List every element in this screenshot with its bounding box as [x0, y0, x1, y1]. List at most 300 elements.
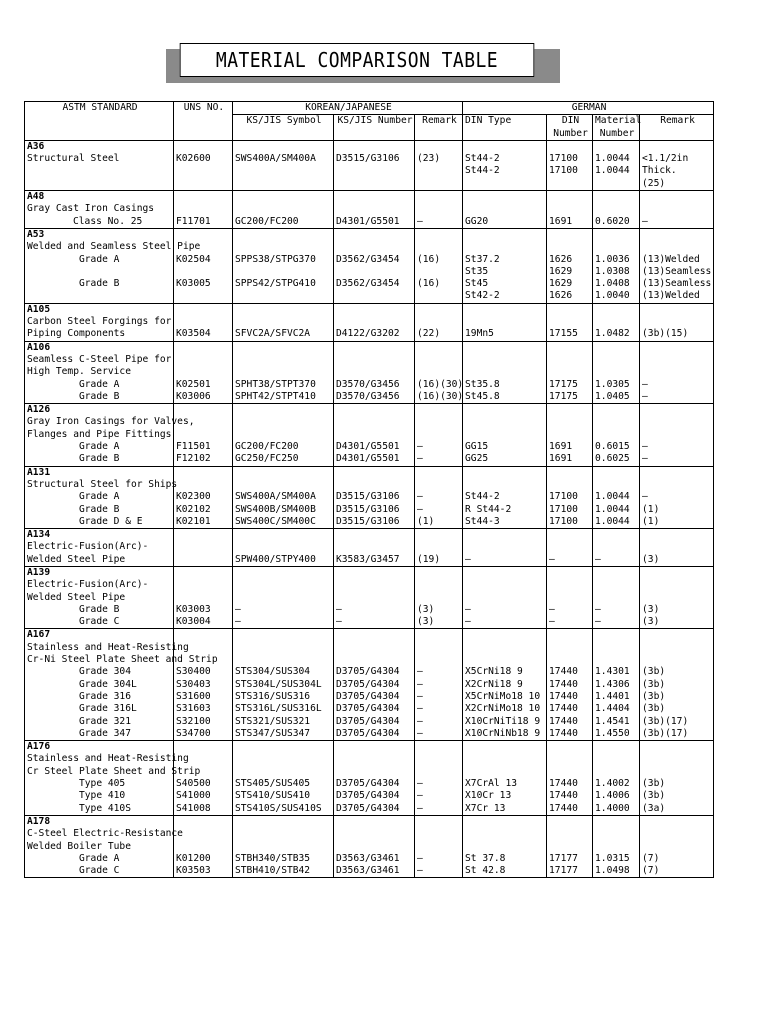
grade-label [25, 290, 174, 303]
grade-label: Grade 316L [25, 703, 174, 715]
uns-cell: K02101 [174, 516, 233, 529]
grade-label: Grade B [25, 604, 174, 616]
table-row [25, 666, 714, 678]
ks-number-cell: D3515/G3106 [334, 504, 415, 516]
german-remark-cell [640, 354, 714, 366]
table-row [25, 479, 714, 491]
ks-number-cell [334, 241, 415, 253]
remark-cell [415, 566, 463, 579]
grade-label: Grade 321 [25, 716, 174, 728]
german-remark-cell: (3b) [640, 778, 714, 790]
remark-cell: – [415, 453, 463, 466]
material-number-cell: 1.0044 [593, 516, 640, 529]
din-type-cell [463, 178, 547, 191]
uns-cell: S31600 [174, 691, 233, 703]
din-type-cell: St44-2 [463, 165, 547, 177]
din-number-cell: – [547, 554, 593, 567]
standard-description: Stainless and Heat-Resisting [25, 642, 174, 654]
din-number-cell: 1629 [547, 266, 593, 278]
ks-symbol-cell: GC200/FC200 [233, 441, 334, 453]
table-row [25, 203, 714, 215]
german-remark-cell [640, 815, 714, 828]
remark-cell: – [417, 715, 423, 727]
ks-symbol-cell [233, 592, 334, 604]
uns-cell [174, 629, 233, 642]
din-type-cell [463, 479, 547, 491]
remark-cell [415, 541, 463, 553]
ks-symbol-cell [233, 203, 334, 215]
table-row [25, 778, 714, 790]
material-number-cell: 1.4306 [593, 679, 640, 691]
table-row [25, 254, 714, 266]
din-number-cell [547, 354, 593, 366]
table-row [25, 853, 714, 865]
din-type-cell [463, 466, 547, 479]
astm-standard: A126 [25, 404, 174, 417]
ks-number-cell: K3583/G3457 [334, 554, 415, 567]
ks-number-cell [334, 629, 415, 642]
german-remark-cell [640, 579, 714, 591]
grade-label [25, 266, 174, 278]
uns-cell: K03504 [174, 328, 233, 341]
uns-cell [174, 554, 233, 567]
remark-cell [415, 341, 463, 354]
ks-symbol-cell: SWS400B/SM400B [233, 504, 334, 516]
material-number-cell [593, 429, 640, 441]
remark-cell: – [417, 852, 423, 864]
grade-label: Type 410S [25, 803, 174, 816]
remark-cell [415, 592, 463, 604]
astm-standard: A53 [25, 228, 174, 241]
din-type-cell: St37.2 [463, 254, 547, 266]
din-number-cell: – [547, 616, 593, 629]
remark-cell [415, 766, 463, 778]
astm-standard: A134 [25, 529, 174, 542]
table-row [25, 178, 714, 191]
remark-cell [415, 290, 463, 303]
din-number-cell [547, 815, 593, 828]
ks-symbol-cell [233, 303, 334, 316]
din-number-cell [547, 841, 593, 853]
german-remark-cell [640, 303, 714, 316]
uns-cell: K02300 [174, 491, 233, 503]
uns-cell [174, 178, 233, 191]
ks-number-cell: D3563/G3461 [334, 865, 415, 878]
table-row [25, 404, 714, 417]
grade-label: Grade 347 [25, 728, 174, 741]
uns-cell: K01200 [174, 853, 233, 865]
din-number-cell [547, 191, 593, 204]
ks-number-cell [334, 341, 415, 354]
material-number-cell: 1.4002 [593, 778, 640, 790]
uns-cell: K03004 [174, 616, 233, 629]
uns-cell: K02600 [174, 153, 233, 165]
din-number-cell: 17440 [547, 703, 593, 715]
din-number-cell [547, 592, 593, 604]
din-type-cell [463, 841, 547, 853]
din-number-cell [547, 741, 593, 754]
uns-cell: S41000 [174, 790, 233, 802]
din-number-cell [547, 316, 593, 328]
ks-number-cell: D3515/G3106 [334, 491, 415, 503]
ks-number-cell: D3705/G4304 [334, 716, 415, 728]
din-number-cell [547, 429, 593, 441]
din-type-cell: St44-2 [463, 153, 547, 165]
material-comparison-table [24, 101, 714, 878]
standard-description: Flanges and Pipe Fittings [25, 429, 174, 441]
ks-symbol-cell [233, 140, 334, 153]
german-remark-cell: (3b)(17) [640, 728, 714, 741]
german-remark-cell [640, 629, 714, 642]
table-row [25, 753, 714, 765]
ks-number-cell [334, 529, 415, 542]
table-row [25, 604, 714, 616]
german-remark-cell: (3b)(15) [640, 328, 714, 341]
din-type-cell [463, 815, 547, 828]
din-number-cell: 17155 [547, 328, 593, 341]
ks-symbol-cell: SPHT42/STPT410 [233, 391, 334, 404]
remark-cell [415, 228, 463, 241]
german-remark-cell [640, 541, 714, 553]
german-remark-cell: (3b) [640, 691, 714, 703]
din-type-cell: St 37.8 [463, 853, 547, 865]
german-remark-cell: – [640, 379, 714, 391]
din-type-cell [463, 529, 547, 542]
ks-number-cell [334, 466, 415, 479]
uns-cell: K02501 [174, 379, 233, 391]
material-number-cell [593, 140, 640, 153]
uns-cell: K02504 [174, 254, 233, 266]
german-remark-cell [640, 366, 714, 378]
german-remark-cell: (13)Seamless [640, 278, 714, 290]
header-din-number-1: DIN [547, 115, 593, 128]
ks-number-cell [334, 753, 415, 765]
german-remark-cell [640, 741, 714, 754]
material-number-cell [593, 354, 640, 366]
german-remark-cell [640, 753, 714, 765]
ks-symbol-cell [233, 479, 334, 491]
remark-cell: (3) [417, 603, 435, 615]
ks-symbol-cell [233, 241, 334, 253]
din-type-cell: – [463, 616, 547, 629]
material-number-cell: 1.4550 [593, 728, 640, 741]
german-remark-cell [640, 592, 714, 604]
remark-cell: – [415, 216, 463, 229]
din-type-cell [463, 541, 547, 553]
din-number-cell: 1629 [547, 278, 593, 290]
ks-symbol-cell: STS410S/SUS410S [233, 803, 334, 816]
table-row [25, 616, 714, 629]
remark-cell [415, 366, 463, 378]
ks-symbol-cell: STS316/SUS316 [233, 691, 334, 703]
table-row [25, 516, 714, 529]
din-type-cell [463, 354, 547, 366]
header-astm: ASTM STANDARD [25, 102, 174, 141]
table-row [25, 579, 714, 591]
ks-number-cell: D3705/G4304 [334, 790, 415, 802]
remark-cell [415, 354, 463, 366]
german-remark-cell [640, 228, 714, 241]
astm-standard: A176 [25, 741, 174, 754]
grade-label: Grade C [25, 616, 174, 629]
ks-symbol-cell: STBH340/STB35 [233, 853, 334, 865]
din-type-cell: GG15 [463, 441, 547, 453]
grade-label: Class No. 25 [25, 216, 174, 229]
material-number-cell [593, 479, 640, 491]
din-number-cell [547, 654, 593, 666]
material-number-cell: 1.0308 [593, 266, 640, 278]
din-number-cell: 1626 [547, 254, 593, 266]
grade-label: Grade A [25, 254, 174, 266]
din-number-cell: 17175 [547, 379, 593, 391]
german-remark-cell: – [640, 491, 714, 503]
table-row [25, 416, 714, 428]
german-remark-cell: – [640, 391, 714, 404]
material-number-cell [593, 654, 640, 666]
table-row [25, 241, 714, 253]
din-number-cell [547, 416, 593, 428]
material-number-cell [593, 642, 640, 654]
german-remark-cell [640, 642, 714, 654]
table-row [25, 703, 714, 715]
material-number-cell [593, 753, 640, 765]
table-row [25, 629, 714, 642]
material-number-cell [593, 466, 640, 479]
remark-cell: – [417, 666, 423, 678]
din-type-cell [463, 566, 547, 579]
din-number-cell [547, 241, 593, 253]
remark-cell [415, 303, 463, 316]
material-number-cell: 0.6020 [593, 216, 640, 229]
ks-number-cell [334, 741, 415, 754]
ks-symbol-cell [233, 466, 334, 479]
material-number-cell: 1.0315 [593, 853, 640, 865]
ks-number-cell [334, 541, 415, 553]
astm-standard: A106 [25, 341, 174, 354]
material-number-cell: 1.4000 [593, 803, 640, 816]
table-row [25, 803, 714, 816]
din-type-cell: St35 [463, 266, 547, 278]
remark-cell: (16)(30) [415, 391, 463, 404]
german-remark-cell: (13)Welded [640, 290, 714, 303]
material-number-cell: 1.0036 [593, 254, 640, 266]
remark-cell [415, 479, 463, 491]
din-type-cell: – [463, 604, 547, 616]
remark-cell: – [417, 690, 423, 702]
din-type-cell [463, 341, 547, 354]
grade-label: Grade 304 [25, 666, 174, 678]
ks-number-cell [334, 191, 415, 204]
ks-number-cell [334, 165, 415, 177]
table-row [25, 554, 714, 567]
table-row [25, 341, 714, 354]
din-type-cell: St44-3 [463, 516, 547, 529]
german-remark-cell: (1) [640, 504, 714, 516]
din-number-cell: 1626 [547, 290, 593, 303]
ks-number-cell [334, 404, 415, 417]
uns-cell [174, 841, 233, 853]
ks-symbol-cell [233, 354, 334, 366]
din-type-cell [463, 191, 547, 204]
uns-cell [174, 529, 233, 542]
material-number-cell [593, 203, 640, 215]
material-number-cell: 1.0305 [593, 379, 640, 391]
uns-cell [174, 741, 233, 754]
ks-symbol-cell: STBH410/STB42 [233, 865, 334, 878]
ks-number-cell: D3570/G3456 [334, 379, 415, 391]
ks-number-cell [334, 416, 415, 428]
din-type-cell [463, 241, 547, 253]
din-number-cell: 17100 [547, 165, 593, 177]
din-type-cell [463, 753, 547, 765]
material-number-cell [593, 566, 640, 579]
ks-number-cell: D3705/G4304 [334, 703, 415, 715]
din-number-cell [547, 479, 593, 491]
german-remark-cell: (3) [640, 616, 714, 629]
table-row [25, 741, 714, 754]
din-number-cell [547, 366, 593, 378]
header-remark: Remark [422, 115, 457, 127]
ks-symbol-cell: SPHT38/STPT370 [233, 379, 334, 391]
standard-description: Cr Steel Plate Sheet and Strip [25, 766, 174, 778]
din-number-cell [547, 466, 593, 479]
table-row [25, 366, 714, 378]
uns-cell [174, 404, 233, 417]
ks-symbol-cell [233, 429, 334, 441]
material-number-cell: 1.4541 [593, 716, 640, 728]
remark-cell [415, 316, 463, 328]
ks-symbol-cell: SWS400C/SM400C [233, 516, 334, 529]
ks-number-cell: D3570/G3456 [334, 391, 415, 404]
grade-label: Grade A [25, 379, 174, 391]
material-number-cell [593, 404, 640, 417]
table-row [25, 691, 714, 703]
din-type-cell: X5CrNi18 9 [463, 666, 547, 678]
ks-symbol-cell [233, 753, 334, 765]
din-number-cell: 17440 [547, 728, 593, 741]
material-number-cell [593, 416, 640, 428]
din-type-cell: St45 [463, 278, 547, 290]
header-material-number-1: Material [593, 115, 640, 128]
table-row [25, 504, 714, 516]
grade-label [25, 178, 174, 191]
ks-symbol-cell [233, 579, 334, 591]
german-remark-cell [640, 341, 714, 354]
material-number-cell: – [593, 604, 640, 616]
german-remark-cell [640, 828, 714, 840]
ks-symbol-cell: – [233, 616, 334, 629]
ks-number-cell [334, 354, 415, 366]
din-type-cell: St 42.8 [463, 865, 547, 878]
material-number-cell: 1.0408 [593, 278, 640, 290]
standard-description: Gray Iron Casings for Valves, [25, 416, 174, 428]
material-number-cell [593, 241, 640, 253]
standard-description: High Temp. Service [25, 366, 174, 378]
material-number-cell: 1.4404 [593, 703, 640, 715]
material-number-cell: 1.0044 [593, 165, 640, 177]
standard-description: Welded Boiler Tube [25, 841, 174, 853]
ks-number-cell [334, 654, 415, 666]
standard-description: Electric-Fusion(Arc)- [25, 579, 174, 591]
ks-symbol-cell [233, 228, 334, 241]
din-number-cell: – [547, 604, 593, 616]
ks-number-cell [334, 140, 415, 153]
remark-cell [415, 642, 463, 654]
uns-cell [174, 366, 233, 378]
table-row [25, 828, 714, 840]
din-number-cell: 17100 [547, 504, 593, 516]
table-row [25, 815, 714, 828]
material-number-cell [593, 828, 640, 840]
din-type-cell [463, 140, 547, 153]
remark-cell [415, 466, 463, 479]
uns-cell [174, 429, 233, 441]
table-row [25, 379, 714, 391]
material-number-cell: 1.0044 [593, 504, 640, 516]
ks-symbol-cell: STS304/SUS304 [233, 666, 334, 678]
remark-cell: (23) [417, 153, 441, 165]
material-number-cell [593, 366, 640, 378]
german-remark-cell [640, 654, 714, 666]
uns-cell [174, 316, 233, 328]
ks-symbol-cell [233, 290, 334, 303]
ks-number-cell: D3515/G3106 [334, 153, 415, 165]
din-number-cell: 17177 [547, 853, 593, 865]
din-number-cell [547, 828, 593, 840]
german-remark-cell: (3b)(17) [640, 716, 714, 728]
ks-symbol-cell: STS347/SUS347 [233, 728, 334, 741]
standard-description: Carbon Steel Forgings for [25, 316, 174, 328]
standard-description: Cr-Ni Steel Plate Sheet and Strip [25, 654, 174, 666]
uns-cell: S30403 [174, 679, 233, 691]
grade-label: Grade B [25, 278, 174, 290]
german-remark-cell: (3b) [640, 666, 714, 678]
german-remark-cell [640, 191, 714, 204]
grade-label: Grade C [25, 865, 174, 878]
uns-cell: F11501 [174, 441, 233, 453]
table-row [25, 728, 714, 741]
din-type-cell [463, 316, 547, 328]
ks-number-cell: D3562/G3454 [334, 278, 415, 290]
remark-cell [415, 191, 463, 204]
din-type-cell [463, 629, 547, 642]
ks-number-cell: D3705/G4304 [334, 803, 415, 816]
ks-symbol-cell: SPPS42/STPG410 [233, 278, 334, 290]
ks-number-cell: D3705/G4304 [334, 728, 415, 741]
german-remark-cell: (25) [640, 178, 714, 191]
ks-symbol-cell [233, 341, 334, 354]
german-remark-cell: (7) [640, 865, 714, 878]
ks-number-cell [334, 178, 415, 191]
ks-number-cell: D3705/G4304 [334, 778, 415, 790]
grade-label: Piping Components [25, 328, 174, 341]
ks-number-cell [334, 828, 415, 840]
din-type-cell: St42-2 [463, 290, 547, 303]
remark-cell [415, 416, 463, 428]
material-number-cell [593, 841, 640, 853]
german-remark-cell [640, 766, 714, 778]
german-remark-cell: (3) [640, 554, 714, 567]
din-number-cell: 17100 [547, 491, 593, 503]
ks-number-cell [334, 566, 415, 579]
table-row [25, 841, 714, 853]
uns-cell [174, 290, 233, 303]
din-number-cell: 17177 [547, 865, 593, 878]
din-number-cell [547, 140, 593, 153]
material-number-cell [593, 592, 640, 604]
ks-number-cell [334, 316, 415, 328]
table-row [25, 266, 714, 278]
